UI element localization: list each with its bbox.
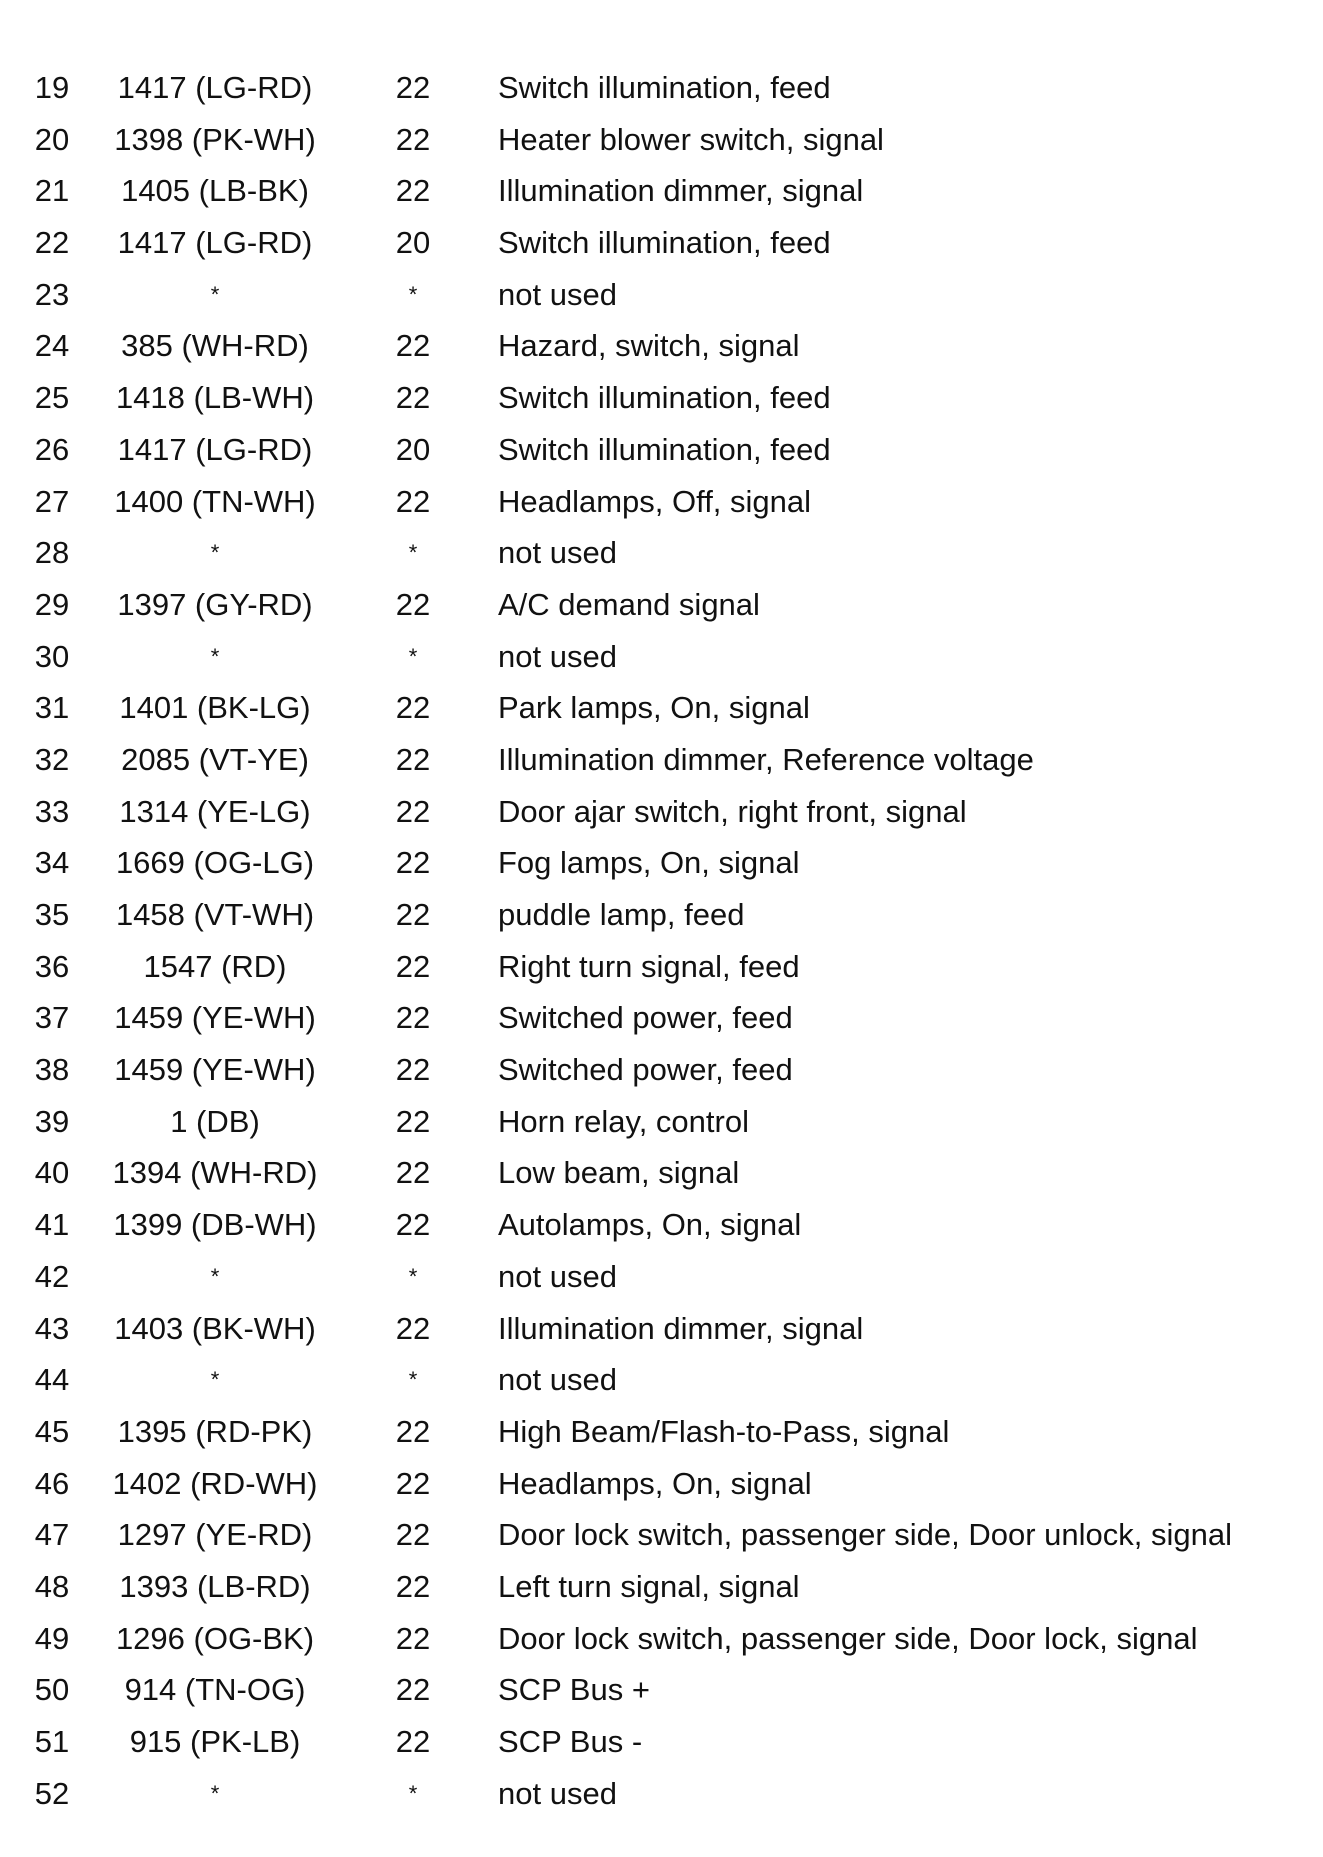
- pin-number: 21: [34, 173, 70, 209]
- wire-gauge: 22: [395, 897, 431, 932]
- circuit-code: 1459 (YE-WH): [114, 1000, 316, 1036]
- table-row: [0, 1619, 1323, 1671]
- pin-number: 47: [34, 1517, 70, 1553]
- circuit-function: Headlamps, Off, signal: [498, 483, 812, 519]
- circuit-code: 1405 (LB-BK): [121, 173, 309, 209]
- pin-number: 46: [34, 1465, 70, 1501]
- pin-number: 22: [34, 225, 70, 261]
- wire-gauge: 20: [395, 225, 431, 261]
- circuit-code: 1394 (WH-RD): [112, 1155, 318, 1191]
- pin-number: 27: [34, 483, 70, 519]
- table-row: [0, 482, 1323, 534]
- table-row: [0, 533, 1323, 585]
- wire-gauge: 22: [395, 1465, 431, 1501]
- table-row: [0, 223, 1323, 275]
- pin-number: 30: [34, 638, 70, 674]
- circuit-function: Heater blower switch, signal: [498, 121, 884, 157]
- circuit-code: 1 (DB): [170, 1103, 260, 1139]
- circuit-function: SCP Bus -: [498, 1724, 643, 1759]
- wire-gauge: 22: [395, 1568, 431, 1604]
- table-row: [0, 585, 1323, 637]
- circuit-function: Illumination dimmer, signal: [498, 173, 864, 209]
- pin-number: 41: [34, 1207, 70, 1243]
- table-row: [0, 1412, 1323, 1464]
- circuit-code: 1403 (BK-WH): [114, 1310, 316, 1346]
- circuit-function: Low beam, signal: [498, 1155, 740, 1191]
- wire-gauge: 22: [395, 1413, 431, 1449]
- pin-number: 24: [34, 328, 70, 364]
- circuit-code: 1400 (TN-WH): [114, 483, 316, 519]
- table-row: [0, 792, 1323, 844]
- wire-gauge: *: [408, 643, 418, 669]
- circuit-function: A/C demand signal: [498, 586, 760, 622]
- circuit-code: 1402 (RD-WH): [112, 1465, 318, 1501]
- table-row: [0, 378, 1323, 430]
- circuit-code: 1401 (BK-LG): [119, 690, 311, 726]
- circuit-function: High Beam/Flash-to-Pass, signal: [498, 1413, 950, 1449]
- circuit-code: 1547 (RD): [143, 948, 287, 984]
- wire-gauge: 22: [395, 173, 431, 209]
- circuit-code: 1417 (LG-RD): [117, 70, 313, 105]
- circuit-function: Door ajar switch, right front, signal: [498, 793, 967, 829]
- table-row: [0, 843, 1323, 895]
- wire-gauge: *: [408, 281, 418, 307]
- circuit-code: 1395 (RD-PK): [117, 1413, 313, 1449]
- table-row: [0, 1153, 1323, 1205]
- circuit-function: Switch illumination, feed: [498, 380, 831, 416]
- pin-number: 33: [34, 793, 70, 829]
- pin-number: 25: [34, 380, 70, 416]
- pin-number: 34: [34, 845, 70, 881]
- wire-gauge: *: [408, 1780, 418, 1806]
- pin-number: 32: [34, 741, 70, 777]
- circuit-code: 2085 (VT-YE): [121, 741, 309, 777]
- wire-gauge: 22: [395, 690, 431, 726]
- circuit-function: Switched power, feed: [498, 1000, 793, 1036]
- pin-number: 38: [34, 1052, 70, 1088]
- circuit-code: *: [210, 1367, 220, 1393]
- pin-number: 29: [34, 586, 70, 622]
- wire-gauge: *: [408, 540, 418, 566]
- wire-gauge: 22: [395, 1000, 431, 1036]
- circuit-code: 914 (TN-OG): [124, 1672, 306, 1708]
- circuit-function: not used: [498, 1258, 617, 1294]
- wire-gauge: 22: [395, 1052, 431, 1088]
- circuit-code: 385 (WH-RD): [121, 328, 309, 364]
- table-row: [0, 998, 1323, 1050]
- table-row: [0, 1050, 1323, 1102]
- pin-number: 50: [34, 1672, 70, 1708]
- pin-number: 36: [34, 948, 70, 984]
- circuit-code: 1417 (LG-RD): [117, 431, 313, 467]
- circuit-code: 1459 (YE-WH): [114, 1052, 316, 1088]
- circuit-function: not used: [498, 638, 617, 674]
- wire-gauge: 22: [395, 1103, 431, 1139]
- table-row: [0, 637, 1323, 689]
- circuit-code: 1398 (PK-WH): [114, 121, 316, 157]
- wire-gauge: 22: [395, 1155, 431, 1191]
- table-row: [0, 1102, 1323, 1154]
- table-row: [0, 1360, 1323, 1412]
- circuit-code: 915 (PK-LB): [129, 1724, 301, 1759]
- pin-number: 28: [34, 535, 70, 571]
- wire-gauge: 22: [395, 741, 431, 777]
- circuit-code: 1393 (LB-RD): [119, 1568, 311, 1604]
- wire-gauge: 22: [395, 1207, 431, 1243]
- wire-gauge: 22: [395, 1620, 431, 1656]
- table-row: [0, 1567, 1323, 1619]
- circuit-code: 1314 (YE-LG): [119, 793, 311, 829]
- table-row: [0, 1464, 1323, 1516]
- table-row: [0, 740, 1323, 792]
- circuit-code: 1418 (LB-WH): [115, 380, 315, 416]
- wire-gauge: 22: [395, 70, 431, 105]
- circuit-function: Hazard, switch, signal: [498, 328, 800, 364]
- table-row: [0, 1309, 1323, 1361]
- table-row: [0, 120, 1323, 172]
- circuit-function: Left turn signal, signal: [498, 1568, 800, 1604]
- wire-gauge: 22: [395, 1517, 431, 1553]
- circuit-function: Switch illumination, feed: [498, 70, 831, 105]
- pin-number: 39: [34, 1103, 70, 1139]
- pin-number: 42: [34, 1258, 70, 1294]
- table-row: [0, 275, 1323, 327]
- pin-number: 52: [34, 1775, 70, 1811]
- circuit-code: *: [210, 1780, 220, 1806]
- pin-number: 44: [34, 1362, 70, 1398]
- table-row: [0, 1257, 1323, 1309]
- wire-gauge: 22: [395, 1672, 431, 1708]
- circuit-function: Switch illumination, feed: [498, 225, 831, 261]
- pin-number: 40: [34, 1155, 70, 1191]
- circuit-function: not used: [498, 1775, 617, 1811]
- pin-number: 49: [34, 1620, 70, 1656]
- wire-gauge: 22: [395, 845, 431, 881]
- wire-gauge: 22: [395, 328, 431, 364]
- circuit-code: *: [210, 643, 220, 669]
- table-row: [0, 1774, 1323, 1826]
- circuit-function: Fog lamps, On, signal: [498, 845, 800, 881]
- circuit-function: Illumination dimmer, Reference voltage: [498, 741, 1034, 777]
- pin-number: 31: [34, 690, 70, 726]
- circuit-function: not used: [498, 1362, 617, 1398]
- table-row: [0, 1515, 1323, 1567]
- table-row: [0, 68, 1323, 120]
- wire-gauge: 22: [395, 121, 431, 157]
- circuit-code: 1297 (YE-RD): [117, 1517, 313, 1553]
- circuit-function: Right turn signal, feed: [498, 948, 800, 984]
- circuit-function: Horn relay, control: [498, 1103, 749, 1139]
- circuit-code: 1296 (OG-BK): [115, 1620, 315, 1656]
- circuit-code: 1417 (LG-RD): [117, 225, 313, 261]
- pin-number: 26: [34, 431, 70, 467]
- pin-number: 51: [34, 1724, 70, 1759]
- table-row: [0, 430, 1323, 482]
- circuit-code: 1458 (VT-WH): [115, 897, 315, 932]
- table-row: [0, 1722, 1323, 1774]
- table-row: [0, 1670, 1323, 1722]
- wire-gauge: 22: [395, 586, 431, 622]
- circuit-function: puddle lamp, feed: [498, 897, 745, 932]
- wire-gauge: 20: [395, 431, 431, 467]
- table-row: [0, 1205, 1323, 1257]
- circuit-function: not used: [498, 535, 617, 571]
- circuit-function: Switched power, feed: [498, 1052, 793, 1088]
- wire-gauge: *: [408, 1263, 418, 1289]
- circuit-function: Illumination dimmer, signal: [498, 1310, 864, 1346]
- pin-number: 19: [34, 70, 70, 105]
- pin-number: 48: [34, 1568, 70, 1604]
- table-row: [0, 171, 1323, 223]
- wire-gauge: 22: [395, 793, 431, 829]
- table-row: [0, 895, 1323, 947]
- circuit-code: *: [210, 540, 220, 566]
- wire-gauge: 22: [395, 1724, 431, 1759]
- circuit-function: Autolamps, On, signal: [498, 1207, 802, 1243]
- circuit-function: Switch illumination, feed: [498, 431, 831, 467]
- pin-number: 37: [34, 1000, 70, 1036]
- circuit-function: Door lock switch, passenger side, Door lock, signal: [498, 1620, 1198, 1656]
- circuit-code: 1669 (OG-LG): [115, 845, 315, 881]
- table-row: [0, 688, 1323, 740]
- pin-number: 45: [34, 1413, 70, 1449]
- circuit-function: Headlamps, On, signal: [498, 1465, 812, 1501]
- pin-number: 35: [34, 897, 70, 932]
- circuit-function: SCP Bus +: [498, 1672, 650, 1708]
- wire-gauge: 22: [395, 948, 431, 984]
- circuit-code: *: [210, 281, 220, 307]
- pin-number: 20: [34, 121, 70, 157]
- wire-gauge: *: [408, 1367, 418, 1393]
- circuit-function: not used: [498, 276, 617, 312]
- table-row: [0, 326, 1323, 378]
- circuit-code: *: [210, 1263, 220, 1289]
- connector-pinout-table: [0, 68, 1323, 1825]
- circuit-function: Park lamps, On, signal: [498, 690, 810, 726]
- wire-gauge: 22: [395, 380, 431, 416]
- wire-gauge: 22: [395, 483, 431, 519]
- pin-number: 23: [34, 276, 70, 312]
- circuit-code: 1399 (DB-WH): [113, 1207, 317, 1243]
- table-row: [0, 947, 1323, 999]
- circuit-function: Door lock switch, passenger side, Door unlock, signal: [498, 1517, 1233, 1553]
- pin-number: 43: [34, 1310, 70, 1346]
- wire-gauge: 22: [395, 1310, 431, 1346]
- circuit-code: 1397 (GY-RD): [117, 586, 313, 622]
